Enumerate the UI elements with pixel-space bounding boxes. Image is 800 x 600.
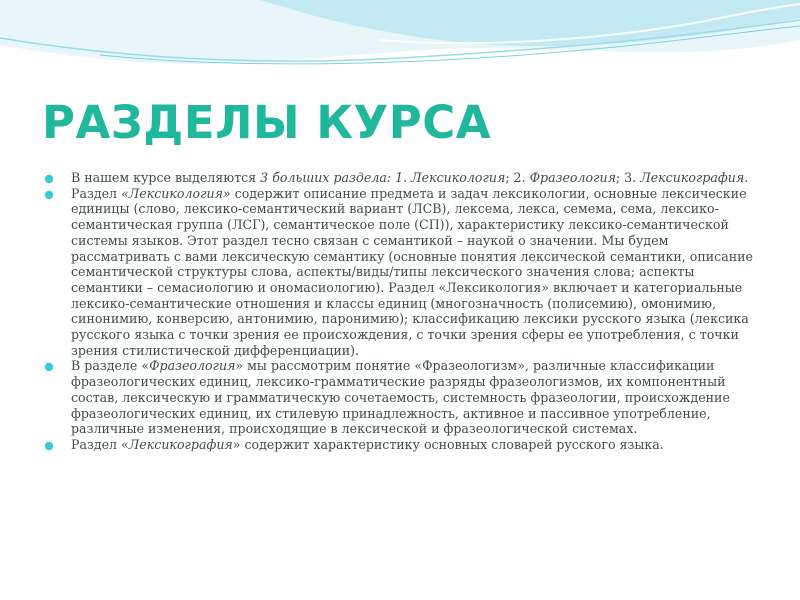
bullet-text: В нашем курсе выделяются 3 больших раздела: 1. Лексикология; 2. Фразеология; 3. Лексикография.: [71, 170, 749, 185]
bullet-text: Раздел «Лексикография» содержит характеристику основных словарей русского языка.: [71, 436, 664, 452]
bullet-item: [44, 437, 756, 453]
bullet-text: Раздел «Лексикология» содержит описание предмета и задач лексикологии, основные лексические единицы (слово, лексико-семантический вариант (ЛСВ), лексема, лекса, семема, сема, лексико-семантическая группа (ЛСГ), семантическое поле (СП)), характеристику лексико-семантической системы языков. Этот раздел тесно связан с семантикой – наукой о значении. Мы будем рассматривать с вами лексическую семантику (основные понятия лексической семантики, описание семантической структуры слова, аспекты/виды/типы лексического значения слова; аспекты семантики – семасиологию и ономасиологию). Раздел «Лексикология» включает и категориальные лексико-семантические отношения и классы единиц (многозначность (полисемию), омонимию, синонимию, конверсию, антонимию, паронимию); классификацию лексики русского языка (лексика русского языка с точки зрения ее происхождения, с точки зрения сферы ее употребления, с точки зрения стилистической дифференциации).: [71, 185, 753, 358]
bullet-item: [44, 186, 756, 359]
bullet-list: [44, 170, 756, 453]
bullet-text: В разделе «Фразеология» мы рассмотрим понятие «Фразеологизм», различные классификации фразеологических единиц, лексико-грамматические разряды фразеологизмов, их компонентный состав, лексическую и грамматическую сочетаемость, системность фразеологии, происхождение фразеологических единиц, их стилевую принадлежность, активное и пассивное употребление, различные изменения, происходящие в лексической и фразеологической системах.: [71, 358, 730, 437]
bullet-item: [44, 358, 756, 437]
bullet-item: [44, 170, 756, 186]
slide-title: РАЗДЕЛЫ КУРСА: [42, 96, 492, 149]
wave-decoration: [0, 0, 800, 80]
